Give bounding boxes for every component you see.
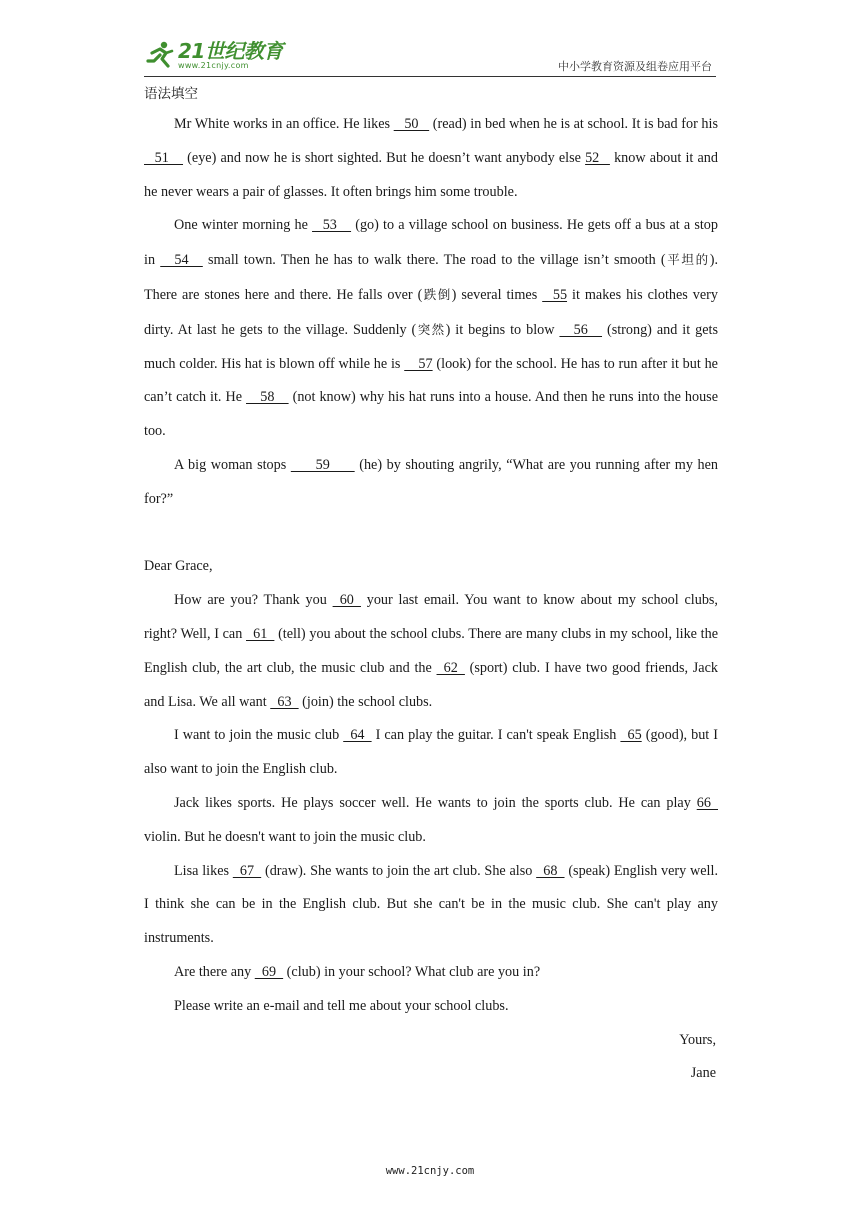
blank-55[interactable]: 55 xyxy=(542,286,568,303)
blank-54[interactable]: 54 xyxy=(160,252,203,269)
page-header xyxy=(144,38,716,77)
blank-68[interactable]: 68 xyxy=(536,862,565,879)
site-logo xyxy=(144,38,283,72)
blank-52[interactable]: 52 xyxy=(585,149,610,166)
blank-63[interactable]: 63 xyxy=(270,693,299,710)
blank-50[interactable]: 50 xyxy=(393,116,430,132)
blank-53[interactable]: 53 xyxy=(312,217,352,234)
logo-url: www.21cnjy.com xyxy=(178,60,249,70)
blank-69[interactable]: 69 xyxy=(254,963,284,980)
section-title: 语法填空 xyxy=(144,86,198,102)
letter-paragraph: Please write an e-mail and tell me about your school clubs. xyxy=(174,997,509,1014)
logo-title: 21世纪教育 xyxy=(178,38,283,63)
blank-56[interactable]: 56 xyxy=(559,321,603,338)
letter-signature: Jane xyxy=(690,1065,716,1082)
letter-paragraph: Jack likes sports. He plays soccer well. He wants to join the sports club. He can play 66 violin. But he doesn't want to join the music club. xyxy=(144,787,718,855)
blank-62[interactable]: 62 xyxy=(436,659,465,676)
blank-57[interactable]: 57 xyxy=(404,355,433,372)
page-footer: www.21cnjy.com xyxy=(385,1165,475,1177)
platform-name: 中小学教育资源及组卷应用平台 xyxy=(558,60,712,73)
runner-logo-icon xyxy=(144,39,176,71)
letter-paragraph: Lisa likes 67 (draw). She wants to join the art club. She also 68 (speak) English very well. I think she can be in the English club. But she can't be in the music club. She can't play any instruments. xyxy=(144,855,718,956)
blank-59[interactable]: 59 xyxy=(290,456,355,473)
letter-closing: Yours, xyxy=(679,1031,716,1048)
blank-65[interactable]: 65 xyxy=(620,727,642,744)
passage-paragraph: A big woman stops 59 (he) by shouting angrily, “What are you running after my hen for?” xyxy=(144,449,718,517)
blank-61[interactable]: 61 xyxy=(246,625,275,642)
blank-67[interactable]: 67 xyxy=(232,862,262,879)
letter-greeting: Dear Grace, xyxy=(144,558,213,575)
letter-paragraph: How are you? Thank you 60 your last email. You want to know about my school clubs, right? Well, I can 61 (tell) you about the school clubs. There are many clubs in my school, like the English club, the art club, the music club and the 62 (sport) club. I have two good friends, Jack and Lisa. We all want 63 (join) the school clubs. xyxy=(144,584,718,719)
letter-paragraph: Are there any 69 (club) in your school? What club are you in? xyxy=(144,956,718,990)
passage-paragraph: Mr White works in an office. He likes 50 (read) in bed when he is at school. It is bad for his 51 (eye) and now he is short sighted. But he doesn’t want anybody else 52 know about it and he never wears a pair of glasses. It often brings him some trouble. xyxy=(144,108,718,209)
blank-60[interactable]: 60 xyxy=(332,592,361,609)
blank-51[interactable]: 51 xyxy=(144,149,184,166)
letter-paragraph: I want to join the music club 64 I can play the guitar. I can't speak English 65 (good), but I also want to join the English club. xyxy=(144,719,718,787)
document-body xyxy=(144,80,718,1091)
blank-58[interactable]: 58 xyxy=(246,389,289,406)
blank-66[interactable]: 66 xyxy=(696,794,718,811)
passage-paragraph: One winter morning he 53 (go) to a village school on business. He gets off a bus at a stop in 54 small town. Then he has to walk there. The road to the village isn’t smooth (平坦的). There are stones here and there. He falls over (跌倒) several times 55 it makes his clothes very dirty. At last he gets to the village. Suddenly (突然) it begins to blow 56 (strong) and it gets much colder. His hat is blown off while he is 57 (look) for the school. He has to run after it but he can’t catch it. He 58 (not know) why his hat runs into a house. And then he runs into the house too. xyxy=(144,209,718,449)
blank-64[interactable]: 64 xyxy=(343,727,372,744)
